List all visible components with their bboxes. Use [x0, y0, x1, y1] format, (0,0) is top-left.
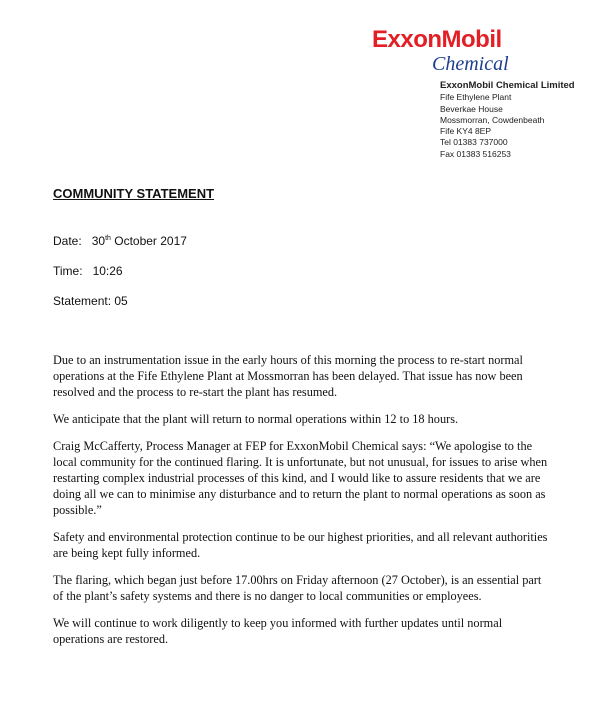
paragraph: Due to an instrumentation issue in the early hours of this morning the process to re-start normal operations at the Fife Ethylene Plant at Mossmorran has been delayed. That issue has now been resolved and the process to re-start the plant has resumed.	[53, 353, 523, 399]
document-heading: COMMUNITY STATEMENT	[53, 186, 215, 201]
date-line	[53, 234, 187, 248]
fax-line: Fax 01383 516253	[440, 148, 511, 159]
company-address	[440, 80, 600, 160]
statement-value: 05	[114, 294, 128, 308]
time-label: Time:	[53, 264, 83, 278]
paragraph: Craig McCafferty, Process Manager at FEP for ExxonMobil Chemical says: “We apologise to the local community for the continued flaring. It is unfortunate, but not unusual, for issues to arise when restarting complex industrial processes of this kind, and I would like to assure residents that we are doing all we can to minimise any disturbance and to return the plant to normal operations as soon as possible.”	[53, 439, 548, 517]
logo-division: Chemical	[432, 53, 509, 75]
exxonmobil-logo	[372, 27, 532, 75]
paragraph: The flaring, which began just before 17.00hrs on Friday afternoon (27 October), is an essential part of the plant’s safety systems and there is no danger to local communities or employees.	[53, 573, 542, 603]
statement-label: Statement:	[53, 294, 112, 308]
phone-line: Tel 01383 737000	[440, 137, 508, 148]
statement-line	[53, 294, 128, 308]
company-name: ExxonMobil Chemical Limited	[440, 80, 575, 91]
logo-brand: ExxonMobil	[372, 26, 502, 53]
paragraph: We will continue to work diligently to keep you informed with further updates until normal operations are restored.	[53, 616, 503, 646]
paragraph: We anticipate that the plant will return to normal operations within 12 to 18 hours.	[53, 412, 459, 426]
date-suffix: th	[105, 235, 111, 242]
time-value: 10:26	[92, 264, 123, 278]
time-line	[53, 264, 123, 278]
address-line: Mossmorran, Cowdenbeath	[440, 114, 545, 125]
paragraph: Safety and environmental protection continue to be our highest priorities, and all relevant authorities are being kept fully informed.	[53, 530, 548, 560]
address-line: Fife KY4 8EP	[440, 126, 492, 137]
date-label: Date:	[53, 234, 82, 248]
date-rest: October 2017	[110, 234, 187, 248]
statement-body	[53, 352, 553, 658]
date-day: 30	[91, 234, 106, 248]
address-line: Beverkae House	[440, 103, 503, 114]
address-line: Fife Ethylene Plant	[440, 92, 512, 103]
